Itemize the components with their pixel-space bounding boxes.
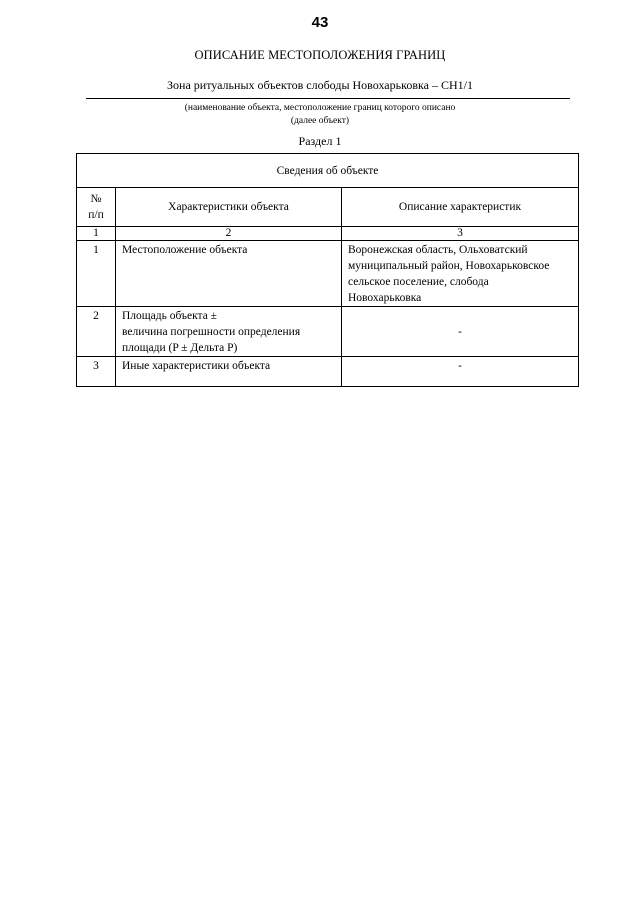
column-numbers-row xyxy=(77,227,579,241)
page-number: 43 xyxy=(311,14,329,31)
table-row xyxy=(77,357,579,387)
row-characteristic xyxy=(116,307,342,357)
header-number xyxy=(77,188,116,227)
table-row xyxy=(77,241,579,307)
object-name: Зона ритуальных объектов слободы Новохарьковка – СН1/1 xyxy=(167,78,473,92)
row-characteristic-line: Площадь объекта ± xyxy=(122,310,217,322)
object-info-table xyxy=(76,153,579,387)
row-description-line: муниципальный район, Новохарьковское xyxy=(348,260,550,272)
row-description-line: Новохарьковка xyxy=(348,292,422,304)
row-description-line: Воронежская область, Ольховатский xyxy=(348,244,528,256)
row-number: 1 xyxy=(77,241,116,307)
row-description: - xyxy=(342,307,579,357)
row-characteristic xyxy=(116,357,342,387)
row-number: 3 xyxy=(77,357,116,387)
row-description-line: сельское поселение, слобода xyxy=(348,276,489,288)
row-characteristic-line: Иные характеристики объекта xyxy=(122,360,271,372)
header-number-line-2: п/п xyxy=(88,209,104,221)
row-description: - xyxy=(342,357,579,387)
object-caption-line-1: (наименование объекта, местоположение границ которого описано xyxy=(184,103,456,113)
row-characteristic-line: Местоположение объекта xyxy=(122,244,248,256)
section-title: Раздел 1 xyxy=(298,134,342,148)
object-name-caption xyxy=(0,102,640,127)
table-caption: Сведения об объекте xyxy=(77,154,579,188)
header-characteristics: Характеристики объекта xyxy=(116,188,342,227)
table-caption-row xyxy=(77,154,579,188)
row-characteristic-line: величина погрешности определения xyxy=(122,326,301,338)
row-characteristic-line: площади (P ± Дельта P) xyxy=(122,342,238,354)
row-number: 2 xyxy=(77,307,116,357)
document-title: ОПИСАНИЕ МЕСТОПОЛОЖЕНИЯ ГРАНИЦ xyxy=(194,48,446,62)
column-number-2: 2 xyxy=(116,227,342,241)
object-caption-line-2: (далее объект) xyxy=(290,115,350,126)
header-number-line-1: № xyxy=(90,193,102,205)
table-header-row xyxy=(77,188,579,227)
row-characteristic xyxy=(116,241,342,307)
row-description xyxy=(342,241,579,307)
object-name-underline xyxy=(86,98,570,99)
column-number-1: 1 xyxy=(77,227,116,241)
column-number-3: 3 xyxy=(342,227,579,241)
header-description: Описание характеристик xyxy=(342,188,579,227)
table-row xyxy=(77,307,579,357)
